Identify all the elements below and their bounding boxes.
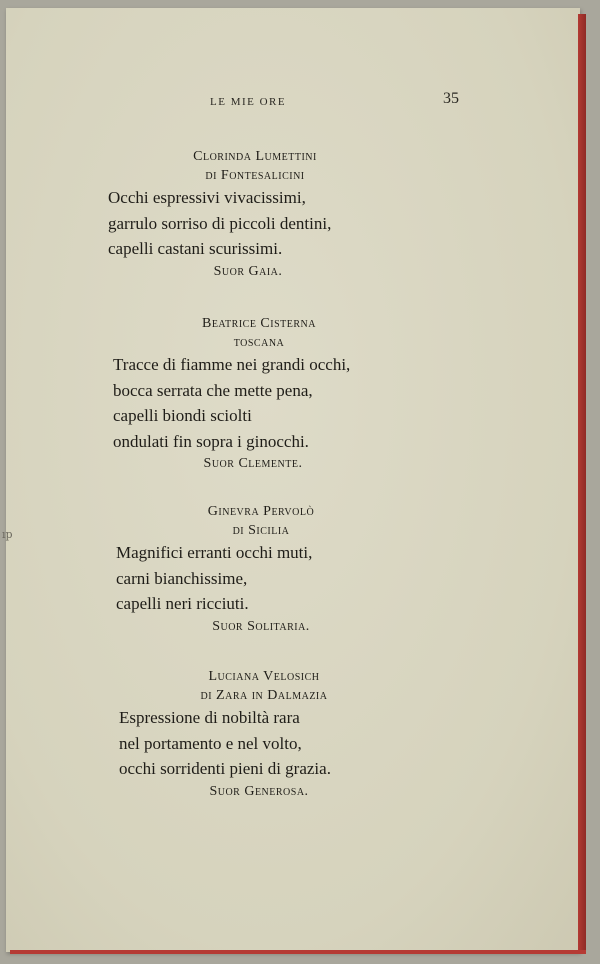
verse-line: bocca serrata che mette pena,: [113, 380, 313, 400]
entry-name: Ginevra Pervolò: [207, 504, 315, 519]
entry-clorinda: [108, 147, 408, 281]
verse-line: garrulo sorriso di piccoli dentini,: [108, 213, 332, 233]
verse-line: Magnifici erranti occhi muti,: [116, 543, 313, 562]
running-header: LE MIE ORE: [210, 96, 287, 108]
verse-line: nel portamento e nel volto,: [119, 733, 302, 753]
entry-name: Clorinda Lumettini: [193, 149, 317, 164]
entry-ginevra: [116, 502, 416, 636]
verse-line: occhi sorridenti pieni di grazia.: [119, 759, 331, 778]
entry-signature: Suor Gaia.: [213, 263, 283, 279]
verse-line: carni bianchissime,: [116, 568, 248, 588]
verse-line: capelli biondi sciolti: [113, 406, 252, 425]
entry-beatrice: [113, 314, 413, 473]
verse-line: Occhi espressivi vivacissimi,: [108, 188, 306, 207]
verse-line: Tracce di fiamme nei grandi occhi,: [113, 355, 351, 374]
entry-luciana: [119, 667, 419, 801]
entry-signature: Suor Generosa.: [209, 783, 309, 799]
page-number: 35: [443, 90, 459, 107]
page-edge-bottom: [10, 950, 586, 954]
verse-line: capelli neri ricciuti.: [116, 594, 249, 613]
entry-signature: Suor Clemente.: [203, 456, 303, 471]
entry-origin: di Fontesalicini: [205, 168, 305, 183]
verse-line: Espressione di nobiltà rara: [119, 708, 300, 727]
entry-origin: di Zara in Dalmazia: [200, 688, 328, 703]
verse-line: capelli castani scurissimi.: [108, 239, 283, 258]
entry-origin: toscana: [233, 335, 285, 350]
verse-line: ondulati fin sopra i ginocchi.: [113, 431, 309, 451]
entry-name: Beatrice Cisterna: [201, 316, 316, 331]
page-edge-red: [578, 14, 586, 952]
entry-signature: Suor Solitaria.: [212, 618, 310, 634]
entry-origin: di Sicilia: [232, 523, 290, 538]
entry-name: Luciana Velosich: [208, 669, 320, 684]
margin-mark: ıp: [2, 528, 13, 541]
